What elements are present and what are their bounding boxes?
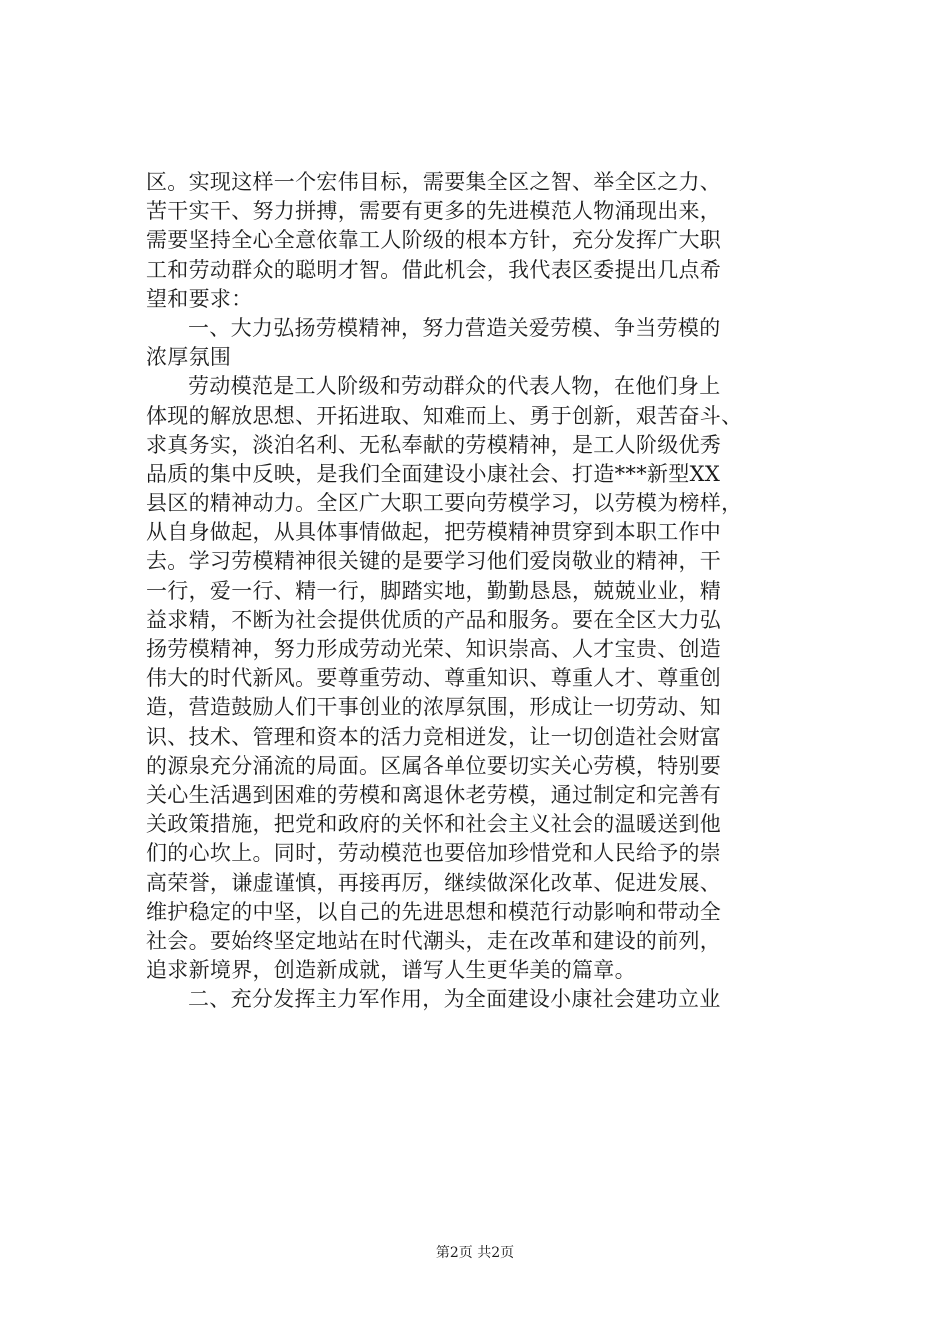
text-line: 的源泉充分涌流的局面。区属各单位要切实关心劳模，特别要 (146, 753, 722, 778)
text-line: 伟大的时代新风。要尊重劳动、尊重知识、尊重人才、尊重创 (146, 666, 722, 691)
text-line: 高荣誉，谦虚谨慎，再接再厉，继续做深化改革、促进发展、 (146, 870, 722, 895)
text-line: 维护稳定的中坚，以自己的先进思想和模范行动影响和带动全 (146, 899, 722, 924)
text-line: 品质的集中反映，是我们全面建设小康社会、打造***新型XX (146, 461, 721, 486)
paragraph-start: 劳动模范是工人阶级和劳动群众的代表人物，在他们身上 (188, 374, 721, 399)
text-line: 求真务实，淡泊名利、无私奉献的劳模精神，是工人阶级优秀 (146, 432, 722, 457)
text-line: 望和要求： (146, 286, 253, 311)
text-line: 去。学习劳模精神很关键的是要学习他们爱岗敬业的精神，干 (146, 549, 722, 574)
page-number-footer: 第2页 共2页 (435, 1245, 515, 1261)
section-heading-1-continued: 浓厚氛围 (146, 345, 232, 370)
text-line: 一行，爱一行、精一行，脚踏实地，勤勤恳恳，兢兢业业，精 (146, 578, 722, 603)
text-line: 造，营造鼓励人们干事创业的浓厚氛围，形成让一切劳动、知 (146, 695, 722, 720)
text-line: 们的心坎上。同时，劳动模范也要倍加珍惜党和人民给予的崇 (146, 841, 722, 866)
text-line: 工和劳动群众的聪明才智。借此机会，我代表区委提出几点希 (146, 257, 722, 282)
text-line: 关政策措施，把党和政府的关怀和社会主义社会的温暖送到他 (146, 812, 722, 837)
text-line: 追求新境界，创造新成就，谱写人生更华美的篇章。 (146, 958, 636, 983)
text-line: 益求精，不断为社会提供优质的产品和服务。要在全区大力弘 (146, 607, 722, 632)
text-line: 社会。要始终坚定地站在时代潮头，走在改革和建设的前列， (146, 928, 722, 953)
text-line: 扬劳模精神，努力形成劳动光荣、知识崇高、人才宝贵、创造 (146, 637, 722, 661)
section-heading-1: 一、大力弘扬劳模精神，努力营造关爱劳模、争当劳模的 (188, 315, 721, 340)
text-line: 需要坚持全心全意依靠工人阶级的根本方针，充分发挥广大职 (146, 228, 722, 253)
text-line: 关心生活遇到困难的劳模和离退休老劳模，通过制定和完善有 (146, 782, 722, 807)
text-line: 区。实现这样一个宏伟目标，需要集全区之智、举全区之力、 (146, 170, 722, 194)
text-line: 县区的精神动力。全区广大职工要向劳模学习，以劳模为榜样， (146, 491, 743, 516)
text-line: 体现的解放思想、开拓进取、知难而上、勇于创新，艰苦奋斗、 (146, 403, 743, 428)
text-line: 识、技术、管理和资本的活力竞相迸发，让一切创造社会财富 (146, 724, 722, 749)
document-body (146, 168, 840, 1014)
text-line: 苦干实干、努力拼搏，需要有更多的先进模范人物涌现出来， (146, 199, 722, 224)
section-heading-2: 二、充分发挥主力军作用，为全面建设小康社会建功立业 (188, 987, 721, 1012)
text-line: 从自身做起，从具体事情做起，把劳模精神贯穿到本职工作中 (146, 520, 722, 545)
